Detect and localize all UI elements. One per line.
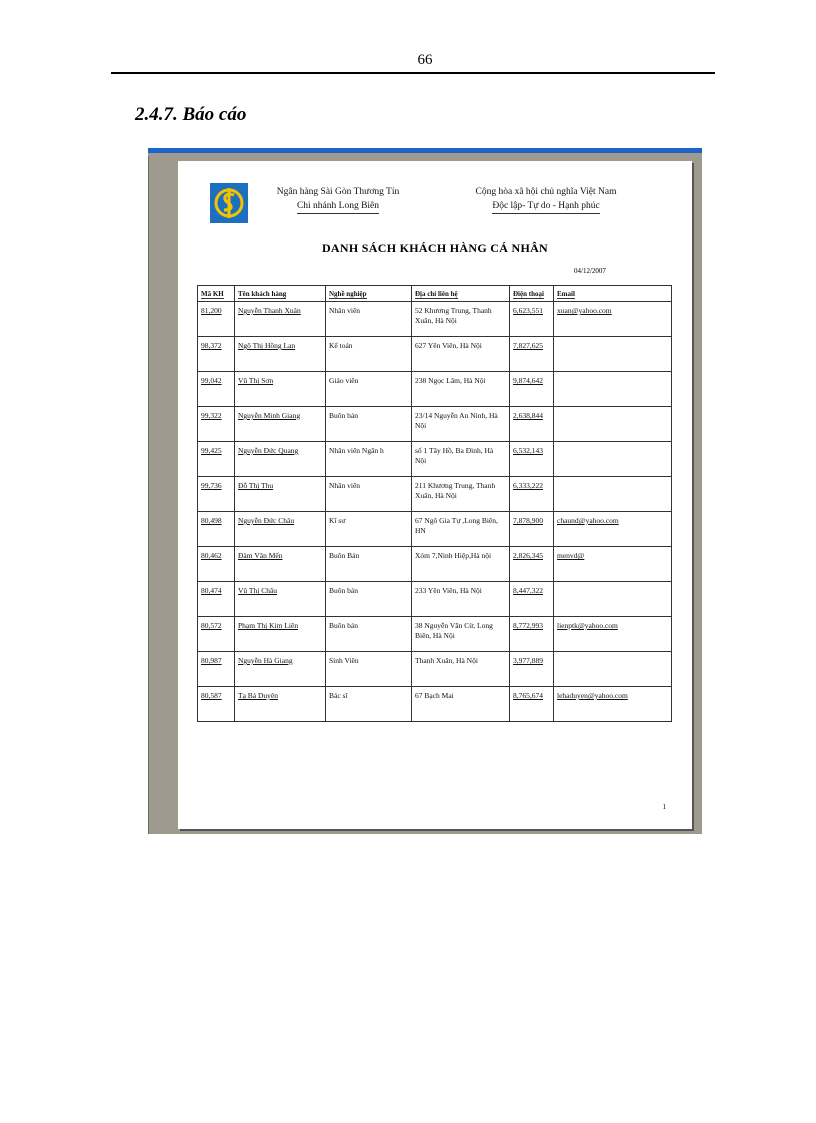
customer-name: Vũ Thị Châu	[235, 582, 326, 617]
customer-email: lienptk@yahoo.com	[554, 617, 672, 652]
table-row	[198, 477, 672, 512]
customer-email: menvd@	[554, 547, 672, 582]
customer-id: 80,572	[198, 617, 235, 652]
customer-name: Đàm Văn Mến	[235, 547, 326, 582]
report-page-number: 1	[662, 803, 666, 811]
column-header: Mã KH	[198, 286, 235, 302]
customer-address: 233 Yên Viên, Hà Nội	[412, 582, 510, 617]
bank-info	[258, 185, 418, 214]
column-header: Tên khách hàng	[235, 286, 326, 302]
customer-id: 99,322	[198, 407, 235, 442]
customer-name: Tạ Bá Duyên	[235, 687, 326, 722]
customer-job: Buôn bán	[326, 407, 412, 442]
nation-header	[446, 185, 646, 214]
nation-name: Cộng hòa xã hội chủ nghĩa Việt Nam	[475, 187, 617, 197]
customer-job: Nhân viên	[326, 477, 412, 512]
customer-name: Nguyễn Đức Châu	[235, 512, 326, 547]
table-row	[198, 337, 672, 372]
table-row	[198, 442, 672, 477]
customer-email	[554, 337, 672, 372]
customer-phone: 6,333,222	[510, 477, 554, 512]
customer-job: Buôn bán	[326, 617, 412, 652]
column-header: Nghề nghiệp	[326, 286, 412, 302]
bank-branch: Chi nhánh Long Biên	[297, 199, 379, 214]
customer-id: 98,372	[198, 337, 235, 372]
customer-phone: 9,874,642	[510, 372, 554, 407]
customer-address: 238 Ngọc Lâm, Hà Nội	[412, 372, 510, 407]
customer-table	[197, 285, 672, 722]
customer-email	[554, 442, 672, 477]
customer-name: Nguyễn Minh Giang	[235, 407, 326, 442]
customer-phone: 7,878,900	[510, 512, 554, 547]
customer-job: Nhân viên	[326, 302, 412, 337]
customer-phone: 2,826,345	[510, 547, 554, 582]
customer-id: 81,200	[198, 302, 235, 337]
customer-address: Thanh Xuân, Hà Nội	[412, 652, 510, 687]
customer-name: Ngô Thị Hồng Lan	[235, 337, 326, 372]
customer-address: 627 Yên Viên, Hà Nội	[412, 337, 510, 372]
customer-email	[554, 582, 672, 617]
customer-job: Buôn bán	[326, 582, 412, 617]
customer-phone: 3,977,889	[510, 652, 554, 687]
customer-phone: 8,772,993	[510, 617, 554, 652]
customer-phone: 8,447,322	[510, 582, 554, 617]
customer-email	[554, 372, 672, 407]
table-row	[198, 407, 672, 442]
customer-id: 80,587	[198, 687, 235, 722]
customer-phone: 2,638,844	[510, 407, 554, 442]
report-page	[178, 161, 692, 829]
table-row	[198, 547, 672, 582]
table-row	[198, 617, 672, 652]
customer-phone: 8,765,674	[510, 687, 554, 722]
customer-address: 23/14 Nguyễn An Ninh, Hà Nội	[412, 407, 510, 442]
customer-id: 99,425	[198, 442, 235, 477]
column-header: Email	[554, 286, 672, 302]
customer-address: 38 Nguyễn Văn Cừ, Long Biên, Hà Nội	[412, 617, 510, 652]
customer-name: Đỗ Thị Thu	[235, 477, 326, 512]
customer-address: số 1 Tây Hồ, Ba Đình, Hà Nội	[412, 442, 510, 477]
customer-job: Nhân viên Ngân h	[326, 442, 412, 477]
customer-address: 211 Khương Trung, Thanh Xuân, Hà Nội	[412, 477, 510, 512]
customer-id: 80,987	[198, 652, 235, 687]
customer-id: 99,736	[198, 477, 235, 512]
customer-name: Vũ Thị Sơn	[235, 372, 326, 407]
page-number: 66	[417, 52, 433, 68]
customer-email	[554, 652, 672, 687]
bank-logo-icon	[210, 183, 248, 223]
customer-id: 80,498	[198, 512, 235, 547]
table-row	[198, 302, 672, 337]
customer-email: chaund@yahoo.com	[554, 512, 672, 547]
customer-name: Nguyễn Đức Quang	[235, 442, 326, 477]
table-row	[198, 372, 672, 407]
customer-id: 80,462	[198, 547, 235, 582]
customer-id: 80,474	[198, 582, 235, 617]
table-row	[198, 512, 672, 547]
report-title: DANH SÁCH KHÁCH HÀNG CÁ NHÂN	[321, 241, 549, 255]
customer-phone: 6,532,143	[510, 442, 554, 477]
customer-email	[554, 407, 672, 442]
customer-job: Kĩ sư	[326, 512, 412, 547]
customer-name: Nguyễn Thanh Xuân	[235, 302, 326, 337]
customer-address: 67 Bạch Mai	[412, 687, 510, 722]
table-header-row	[198, 286, 672, 302]
customer-job: Sinh Viên	[326, 652, 412, 687]
column-header: Điện thoại	[510, 286, 554, 302]
header-rule	[111, 72, 715, 74]
customer-address: 52 Khương Trung, Thanh Xuân, Hà Nội	[412, 302, 510, 337]
report-date: 04/12/2007	[574, 267, 606, 275]
customer-email: xuan@yahoo.com	[554, 302, 672, 337]
table-row	[198, 687, 672, 722]
nation-motto: Độc lập- Tự do - Hạnh phúc	[492, 199, 599, 214]
customer-email: lehaduyen@yahoo.com	[554, 687, 672, 722]
column-header: Địa chỉ liên hệ	[412, 286, 510, 302]
customer-job: Kế toán	[326, 337, 412, 372]
customer-id: 99,042	[198, 372, 235, 407]
section-heading: 2.4.7. Báo cáo	[135, 104, 247, 125]
table-row	[198, 582, 672, 617]
report-viewer-window	[148, 148, 702, 834]
customer-name: Phạm Thị Kim Liên	[235, 617, 326, 652]
customer-job: Buôn Bán	[326, 547, 412, 582]
customer-name: Nguyễn Hà Giang	[235, 652, 326, 687]
customer-phone: 7,827,625	[510, 337, 554, 372]
bank-name: Ngân hàng Sài Gòn Thương Tín	[276, 187, 400, 197]
customer-phone: 6,623,551	[510, 302, 554, 337]
customer-job: Giáo viên	[326, 372, 412, 407]
customer-address: 67 Ngô Gia Tự ,Long Biên, HN	[412, 512, 510, 547]
viewer-edge	[148, 156, 149, 834]
customer-address: Xóm 7,Ninh Hiệp,Hà nội	[412, 547, 510, 582]
customer-job: Bác sĩ	[326, 687, 412, 722]
customer-email	[554, 477, 672, 512]
table-row	[198, 652, 672, 687]
